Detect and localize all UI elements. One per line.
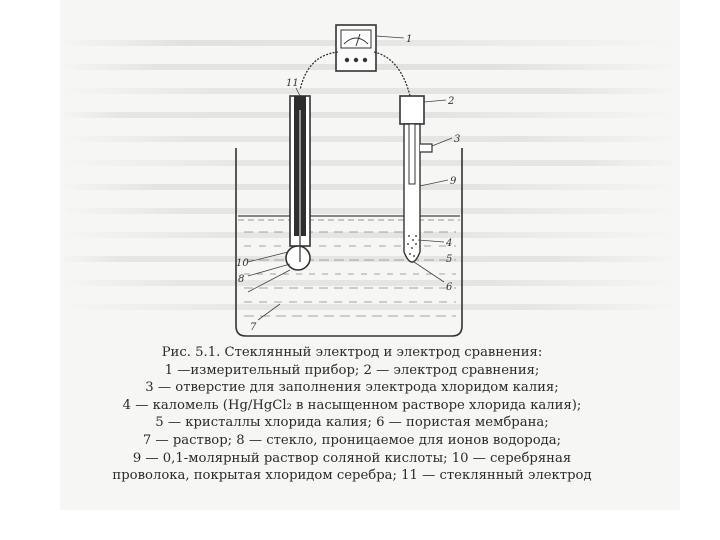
- measuring-instrument: [336, 25, 376, 71]
- label-8: 8: [238, 274, 245, 285]
- figure-caption: [72, 344, 632, 485]
- leader-lines: [248, 36, 455, 320]
- caption-line: 4 — каломель (Hg/HgCl₂ в насыщенном растворе хлорида калия);: [122, 397, 582, 413]
- label-1: 1: [406, 34, 413, 45]
- caption-line: проволока, покрытая хлоридом серебра; 11 — стеклянный электрод: [112, 468, 592, 484]
- label-6: 6: [446, 282, 453, 293]
- reference-electrode: [400, 96, 432, 263]
- caption-line: 9 — 0,1-молярный раствор соляной кислоты; 10 — серебряная: [132, 450, 572, 466]
- caption-line: 7 — раствор; 8 — стекло, проницаемое для ионов водорода;: [142, 432, 562, 448]
- solution: [238, 216, 460, 316]
- glass-electrode: [286, 96, 310, 270]
- label-10: 10: [236, 258, 249, 269]
- beaker: [236, 148, 462, 336]
- label-2: 2: [448, 96, 455, 107]
- label-9: 9: [450, 176, 457, 187]
- label-3: 3: [454, 134, 461, 145]
- caption-line: 1 —измерительный прибор; 2 — электрод сравнения;: [164, 362, 540, 378]
- label-4: 4: [446, 238, 453, 249]
- label-11: 11: [286, 78, 299, 89]
- caption-line: 5 — кристаллы хлорида калия; 6 — пористая мембрана;: [155, 415, 549, 431]
- label-5: 5: [446, 254, 453, 265]
- caption-line: 3 — отверстие для заполнения электрода хлоридом калия;: [145, 380, 559, 396]
- label-7: 7: [250, 322, 257, 333]
- caption-title: Рис. 5.1. Стеклянный электрод и электрод сравнения:: [161, 345, 543, 360]
